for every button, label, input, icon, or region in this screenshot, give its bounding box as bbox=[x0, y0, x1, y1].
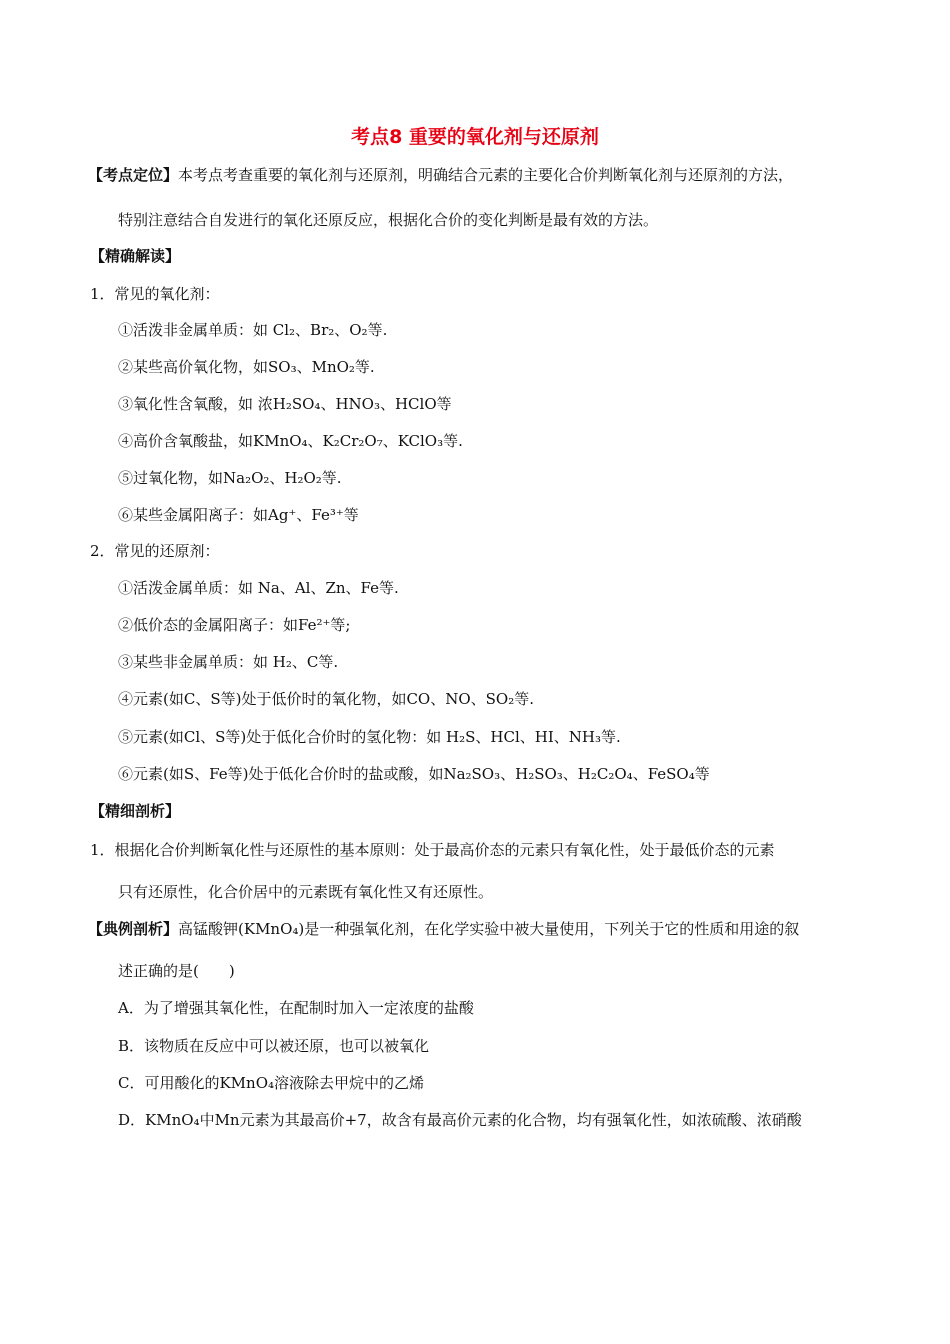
reductant-item: ②低价态的金属阳离子：如Fe²⁺等; bbox=[118, 616, 351, 634]
oxidant-item: ⑥某些金属阳离子：如Ag⁺、Fe³⁺等 bbox=[118, 506, 359, 524]
oxidants-title: 1．常见的氧化剂： bbox=[90, 285, 220, 303]
oxidant-item: ④高价含氧酸盐，如KMnO₄、K₂Cr₂O₇、KClO₃等. bbox=[118, 432, 463, 450]
reductant-item: ⑤元素(如Cl、S等)处于低化合价时的氢化物：如 H₂S、HCl、HI、NH₃等. bbox=[118, 728, 621, 746]
analysis-text-1: 1．根据化合价判断氧化性与还原性的基本原则：处于最高价态的元素只有氧化性，处于最低价态的元素 bbox=[90, 841, 775, 859]
option-b: B．该物质在反应中可以被还原，也可以被氧化 bbox=[118, 1037, 430, 1055]
option-c: C．可用酸化的KMnO₄溶液除去甲烷中的乙烯 bbox=[118, 1074, 425, 1092]
reading-heading: 【精确解读】 bbox=[90, 247, 181, 265]
oxidant-item: ⑤过氧化物，如Na₂O₂、H₂O₂等. bbox=[118, 469, 342, 487]
example-stem-2: 述正确的是( ) bbox=[118, 962, 235, 980]
analysis-text-2: 只有还原性，化合价居中的元素既有氧化性又有还原性。 bbox=[118, 883, 494, 901]
option-a: A．为了增强其氧化性，在配制时加入一定浓度的盐酸 bbox=[118, 999, 474, 1017]
page-title: 考点8 重要的氧化剂与还原剂 bbox=[351, 126, 599, 148]
reductant-item: ④元素(如C、S等)处于低价时的氧化物，如CO、NO、SO₂等. bbox=[118, 690, 535, 708]
reductant-item: ①活泼金属单质：如 Na、Al、Zn、Fe等. bbox=[118, 579, 399, 597]
analysis-heading: 【精细剖析】 bbox=[90, 802, 181, 820]
positioning-paragraph bbox=[88, 164, 793, 186]
positioning-text-1: 本考点考查重要的氧化剂与还原剂，明确结合元素的主要化合价判断氧化剂与还原剂的方法， bbox=[178, 166, 794, 184]
reductant-item: ③某些非金属单质：如 H₂、C等. bbox=[118, 653, 339, 671]
oxidant-item: ①活泼非金属单质：如 Cl₂、Br₂、O₂等. bbox=[118, 321, 388, 339]
option-d: D．KMnO₄中Mn元素为其最高价+7，故含有最高价元素的化合物，均有强氧化性，如浓硫酸、浓硝酸 bbox=[118, 1111, 802, 1129]
example-stem-1: 高锰酸钾(KMnO₄)是一种强氧化剂，在化学实验中被大量使用，下列关于它的性质和用途的叙 bbox=[178, 920, 800, 938]
positioning-text-2: 特别注意结合自发进行的氧化还原反应，根据化合价的变化判断是最有效的方法。 bbox=[118, 211, 659, 229]
oxidant-item: ②某些高价氧化物，如SO₃、MnO₂等. bbox=[118, 358, 375, 376]
reductant-item: ⑥元素(如S、Fe等)处于低化合价时的盐或酸，如Na₂SO₃、H₂SO₃、H₂C₂O₄、FeSO₄等 bbox=[118, 765, 710, 783]
reductants-title: 2．常见的还原剂： bbox=[90, 542, 220, 560]
oxidant-item: ③氧化性含氧酸，如 浓H₂SO₄、HNO₃、HClO等 bbox=[118, 395, 452, 413]
positioning-label: 【考点定位】 bbox=[88, 166, 179, 184]
example-paragraph bbox=[88, 918, 799, 940]
example-label: 【典例剖析】 bbox=[88, 920, 179, 938]
